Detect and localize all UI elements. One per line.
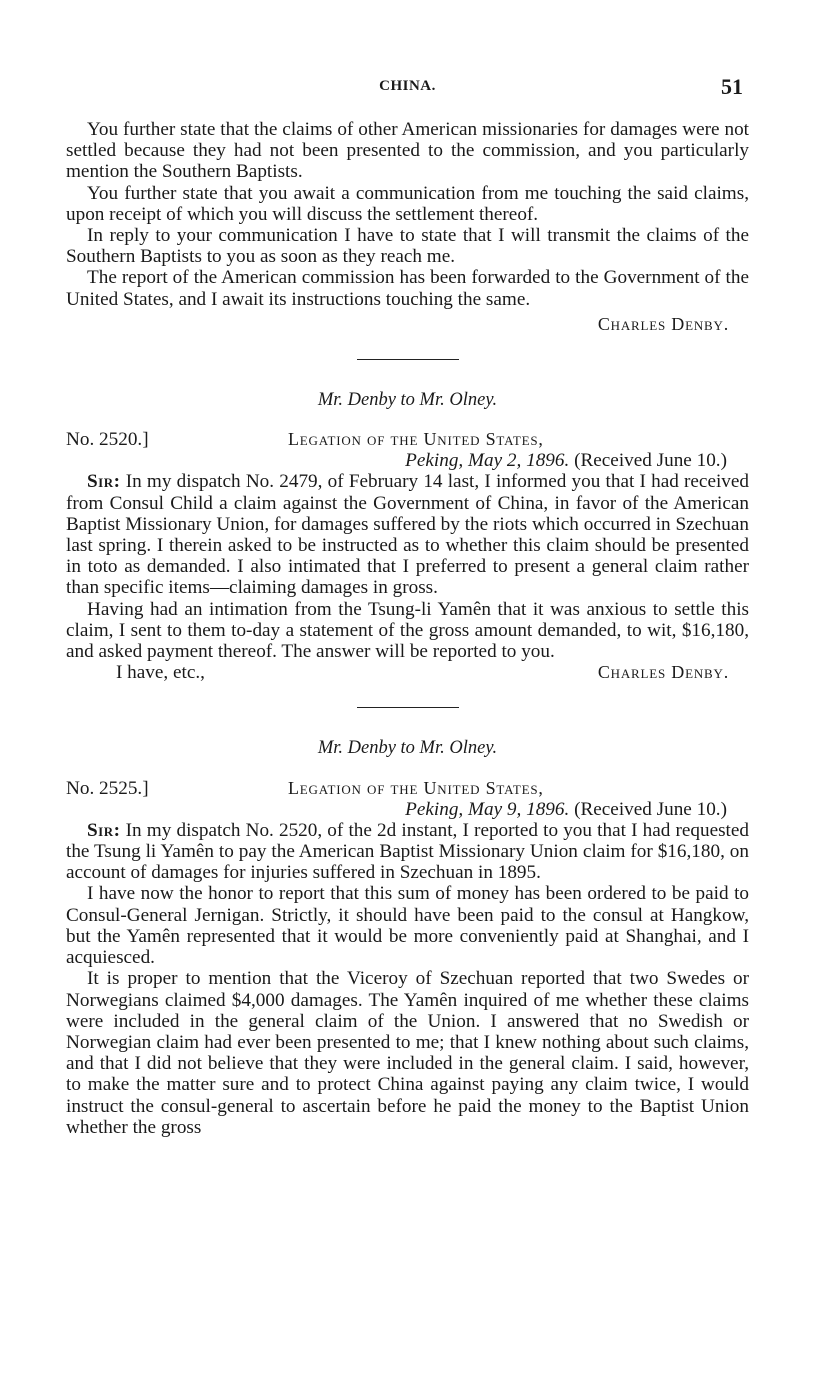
- section-divider: [357, 359, 459, 360]
- closing: I have, etc.,: [116, 662, 205, 684]
- paragraph: [66, 471, 749, 598]
- closing-line: [66, 662, 749, 683]
- dispatch-header: [66, 429, 749, 450]
- paragraph: I have now the honor to report that this sum of money has been ordered to be paid to Consul-General Jernigan. Strictly, it should have been paid to the consul at Hangkow, but the Yamên represented that it would be more conveniently paid at Shanghai, and I acquiesced.: [66, 883, 749, 969]
- legation-line: Legation of the United States,: [288, 429, 544, 450]
- paragraph: Having had an intimation from the Tsung-li Yamên that it was anxious to settle this claim, I sent to them to-day a statement of the gross amount demanded, to wit, $16,180, and asked payment thereof. The answer will be reported to you.: [66, 598, 749, 663]
- paragraph: You further state that you await a communication from me touching the said claims, upon receipt of which you will discuss the settlement thereof.: [66, 182, 749, 225]
- received-date: (Received June 10.): [574, 450, 727, 472]
- paragraph: You further state that the claims of other American missionaries for damages were not settled because they had not been presented to the commission, and you particularly mention the Southern Baptists.: [66, 119, 749, 183]
- running-head: [66, 74, 749, 102]
- letter-heading: Mr. Denby to Mr. Olney.: [317, 738, 498, 759]
- dispatch-number: No. 2525.]: [66, 777, 149, 799]
- letter-heading: Mr. Denby to Mr. Olney.: [317, 390, 498, 411]
- date-line: [66, 799, 749, 820]
- salutation: Sir:: [87, 471, 121, 493]
- signature: Charles Denby.: [597, 662, 729, 683]
- paragraph: [66, 820, 749, 884]
- paragraph: In reply to your communication I have to state that I will transmit the claims of the Southern Baptists to you as soon as they reach me.: [66, 225, 749, 268]
- received-date: (Received June 10.): [574, 798, 727, 820]
- dispatch-number: No. 2520.]: [66, 429, 149, 451]
- dispatch-header: [66, 778, 749, 799]
- signature: Charles Denby.: [597, 313, 729, 334]
- legation-line: Legation of the United States,: [288, 777, 544, 798]
- date-line: [66, 450, 749, 471]
- paragraph-text: In my dispatch No. 2479, of February 14 last, I informed you that I had received from Consul Child a claim against the Government of China, in favor of the American Baptist Missionary Union, for damages suffered by the riots which occurred in Szechuan last spring. I therein asked to be instructed as to whether this claim should be presented in toto as demanded. I also intimated that I preferred to present a general claim rather than specific items—claiming damages in gross.: [66, 471, 749, 599]
- running-title: CHINA.: [379, 78, 436, 94]
- place-date: Peking, May 2, 1896.: [405, 450, 570, 472]
- paragraph: The report of the American commission has been forwarded to the Government of the United States, and I await its instructions touching the same.: [66, 267, 749, 310]
- salutation: Sir:: [87, 819, 121, 841]
- page-body: [66, 119, 749, 1138]
- paragraph-text: In my dispatch No. 2520, of the 2d instant, I reported to you that I had requested the Tsung li Yamên to pay the American Baptist Missionary Union claim for $16,180, on account of damages for injuries suffered in Szechuan in 1895.: [66, 819, 749, 884]
- page-number: 51: [721, 74, 743, 99]
- section-divider: [357, 707, 459, 708]
- paragraph: It is proper to mention that the Viceroy of Szechuan reported that two Swedes or Norwegians claimed $4,000 damages. The Yamên inquired of me whether these claims were included in the general claim of the Union. I answered that no Swedish or Norwegian claim had ever been presented to me; that I knew nothing about such claims, and that I did not believe that they were included in the general claim. I said, however, to make the matter sure and to protect China against paying any claim twice, I would instruct the consul-general to ascertain before he paid the money to the Baptist Union whether the gross: [66, 968, 749, 1138]
- place-date: Peking, May 9, 1896.: [405, 798, 570, 820]
